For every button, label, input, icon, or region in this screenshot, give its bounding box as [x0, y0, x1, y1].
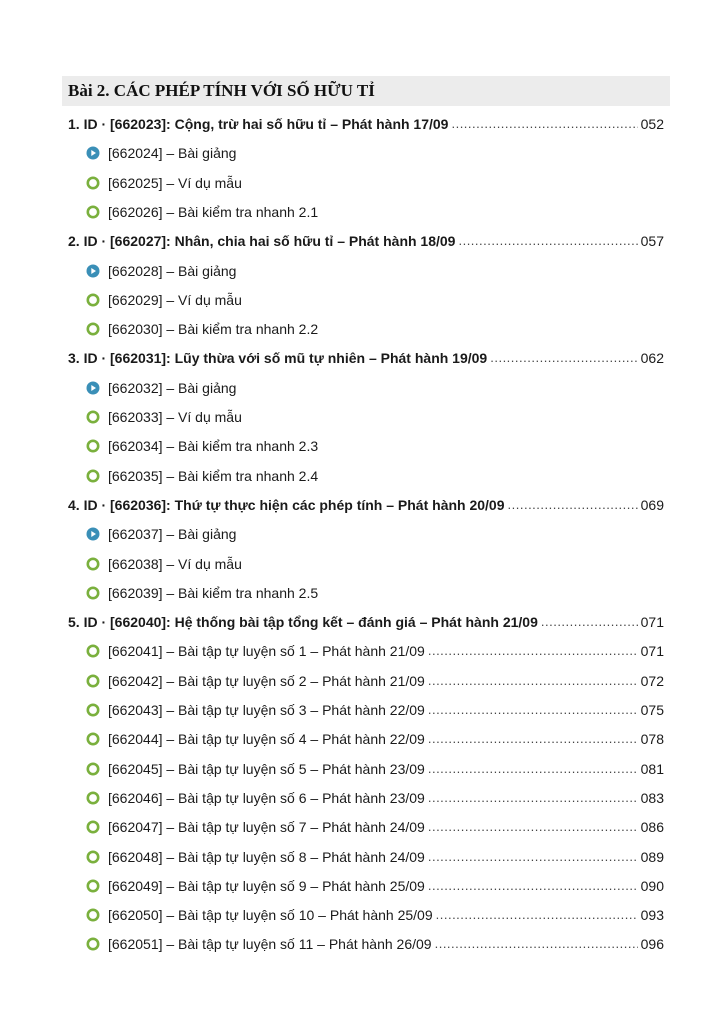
item-label: [662046] – Bài tập tự luyện số 6 – Phát hành 23/09	[108, 789, 425, 806]
toc-item-row[interactable]	[86, 699, 664, 721]
toc-item-row[interactable]	[86, 875, 664, 897]
toc-item-row[interactable]	[86, 172, 664, 194]
toc-section-row[interactable]	[68, 113, 664, 135]
toc-item-row[interactable]	[86, 553, 664, 575]
toc-item-row[interactable]	[86, 582, 664, 604]
circle-icon	[86, 703, 100, 717]
item-label: [662025] – Ví dụ mẫu	[108, 174, 242, 191]
toc-item-row[interactable]	[86, 260, 664, 282]
item-label: [662048] – Bài tập tự luyện số 8 – Phát hành 24/09	[108, 848, 425, 865]
item-label: [662037] – Bài giảng	[108, 526, 237, 543]
page-number: 093	[640, 907, 664, 924]
toc-item-row[interactable]	[86, 758, 664, 780]
page-number: 096	[640, 936, 664, 953]
page-number: 090	[640, 877, 664, 894]
item-label: [662029] – Ví dụ mẫu	[108, 291, 242, 308]
item-label: [662026] – Bài kiểm tra nhanh 2.1	[108, 203, 319, 220]
toc-section-row[interactable]	[68, 494, 664, 516]
toc-section-row[interactable]	[68, 230, 664, 252]
page-number: 083	[640, 789, 664, 806]
dot-leader	[435, 933, 638, 955]
page-number: 081	[640, 760, 664, 777]
item-label: [662041] – Bài tập tự luyện số 1 – Phát hành 21/09	[108, 643, 425, 660]
dot-leader	[428, 670, 638, 692]
toc-item-row[interactable]	[86, 142, 664, 164]
toc-item-row[interactable]	[86, 289, 664, 311]
dot-leader	[428, 640, 638, 662]
section-title: 3. ID · [662031]: Lũy thừa với số mũ tự nhiên – Phát hành 19/09	[68, 350, 488, 367]
circle-icon	[86, 762, 100, 776]
section-title: 5. ID · [662040]: Hệ thống bài tập tổng kết – đánh giá – Phát hành 21/09	[68, 614, 538, 631]
toc-item-row[interactable]	[86, 933, 664, 955]
page-number: 071	[640, 614, 664, 631]
item-label: [662038] – Ví dụ mẫu	[108, 555, 242, 572]
item-label: [662051] – Bài tập tự luyện số 11 – Phát hành 26/09	[108, 936, 432, 953]
item-label: [662043] – Bài tập tự luyện số 3 – Phát hành 22/09	[108, 702, 425, 718]
circle-icon	[86, 820, 100, 834]
page-number: 086	[640, 819, 664, 836]
item-label: [662035] – Bài kiểm tra nhanh 2.4	[108, 467, 319, 484]
page-number: 057	[640, 233, 664, 250]
toc-item-row[interactable]	[86, 523, 664, 545]
circle-icon	[86, 586, 100, 600]
dot-leader	[541, 611, 638, 633]
toc-item-row[interactable]	[86, 201, 664, 223]
dot-leader	[508, 494, 638, 516]
circle-icon	[86, 879, 100, 893]
circle-icon	[86, 791, 100, 805]
page-number: 052	[640, 116, 664, 132]
circle-icon	[86, 644, 100, 658]
item-label: [662042] – Bài tập tự luyện số 2 – Phát hành 21/09	[108, 672, 425, 689]
section-title: 2. ID · [662027]: Nhân, chia hai số hữu tỉ – Phát hành 18/09	[68, 233, 456, 250]
dot-leader	[428, 816, 638, 838]
play-icon	[86, 264, 100, 278]
circle-icon	[86, 674, 100, 688]
dot-leader	[428, 787, 638, 809]
item-label: [662050] – Bài tập tự luyện số 10 – Phát hành 25/09	[108, 907, 433, 924]
page-number: 062	[640, 350, 664, 367]
toc-item-row[interactable]	[86, 435, 664, 457]
page-number: 075	[640, 702, 664, 718]
item-label: [662032] – Bài giảng	[108, 379, 237, 396]
item-label: [662039] – Bài kiểm tra nhanh 2.5	[108, 584, 319, 601]
circle-icon	[86, 557, 100, 571]
page-number: 071	[640, 643, 664, 660]
circle-icon	[86, 850, 100, 864]
item-label: [662045] – Bài tập tự luyện số 5 – Phát hành 23/09	[108, 760, 425, 777]
toc-item-row[interactable]	[86, 640, 664, 662]
dot-leader	[490, 347, 637, 369]
toc-item-row[interactable]	[86, 816, 664, 838]
circle-icon	[86, 732, 100, 746]
toc-item-row[interactable]	[86, 787, 664, 809]
circle-icon	[86, 176, 100, 190]
circle-icon	[86, 322, 100, 336]
toc-item-row[interactable]	[86, 377, 664, 399]
item-label: [662030] – Bài kiểm tra nhanh 2.2	[108, 321, 319, 338]
item-label: [662034] – Bài kiểm tra nhanh 2.3	[108, 438, 319, 455]
item-label: [662044] – Bài tập tự luyện số 4 – Phát hành 22/09	[108, 731, 425, 748]
page-number: 069	[640, 496, 664, 513]
circle-icon	[86, 908, 100, 922]
page-number: 089	[640, 848, 664, 865]
section-title: 1. ID · [662023]: Cộng, trừ hai số hữu tỉ – Phát hành 17/09	[68, 116, 449, 132]
section-title: 4. ID · [662036]: Thứ tự thực hiện các phép tính – Phát hành 20/09	[68, 496, 505, 513]
circle-icon	[86, 293, 100, 307]
dot-leader	[451, 113, 637, 135]
dot-leader	[428, 758, 638, 780]
toc-item-row[interactable]	[86, 465, 664, 487]
dot-leader	[428, 699, 638, 721]
toc-item-row[interactable]	[86, 318, 664, 340]
toc-item-row[interactable]	[86, 670, 664, 692]
item-label: [662028] – Bài giảng	[108, 262, 237, 279]
circle-icon	[86, 439, 100, 453]
play-icon	[86, 381, 100, 395]
dot-leader	[428, 846, 638, 868]
toc-item-row[interactable]	[86, 406, 664, 428]
page-number: 078	[640, 731, 664, 748]
item-label: [662033] – Ví dụ mẫu	[108, 409, 242, 425]
circle-icon	[86, 410, 100, 424]
circle-icon	[86, 937, 100, 951]
dot-leader	[428, 728, 638, 750]
lesson-title: Bài 2. CÁC PHÉP TÍNH VỚI SỐ HỮU TỈ	[62, 76, 670, 106]
dot-leader	[436, 904, 638, 926]
circle-icon	[86, 205, 100, 219]
dot-leader	[458, 230, 637, 252]
circle-icon	[86, 469, 100, 483]
page-number: 072	[640, 672, 664, 689]
play-icon	[86, 527, 100, 541]
item-label: [662024] – Bài giảng	[108, 145, 237, 162]
dot-leader	[428, 875, 638, 897]
item-label: [662049] – Bài tập tự luyện số 9 – Phát hành 25/09	[108, 877, 425, 894]
item-label: [662047] – Bài tập tự luyện số 7 – Phát hành 24/09	[108, 819, 425, 836]
toc-section-row[interactable]	[68, 347, 664, 369]
toc-item-row[interactable]	[86, 728, 664, 750]
toc-section-row[interactable]	[68, 611, 664, 633]
toc-item-row[interactable]	[86, 846, 664, 868]
play-icon	[86, 146, 100, 160]
toc-item-row[interactable]	[86, 904, 664, 926]
